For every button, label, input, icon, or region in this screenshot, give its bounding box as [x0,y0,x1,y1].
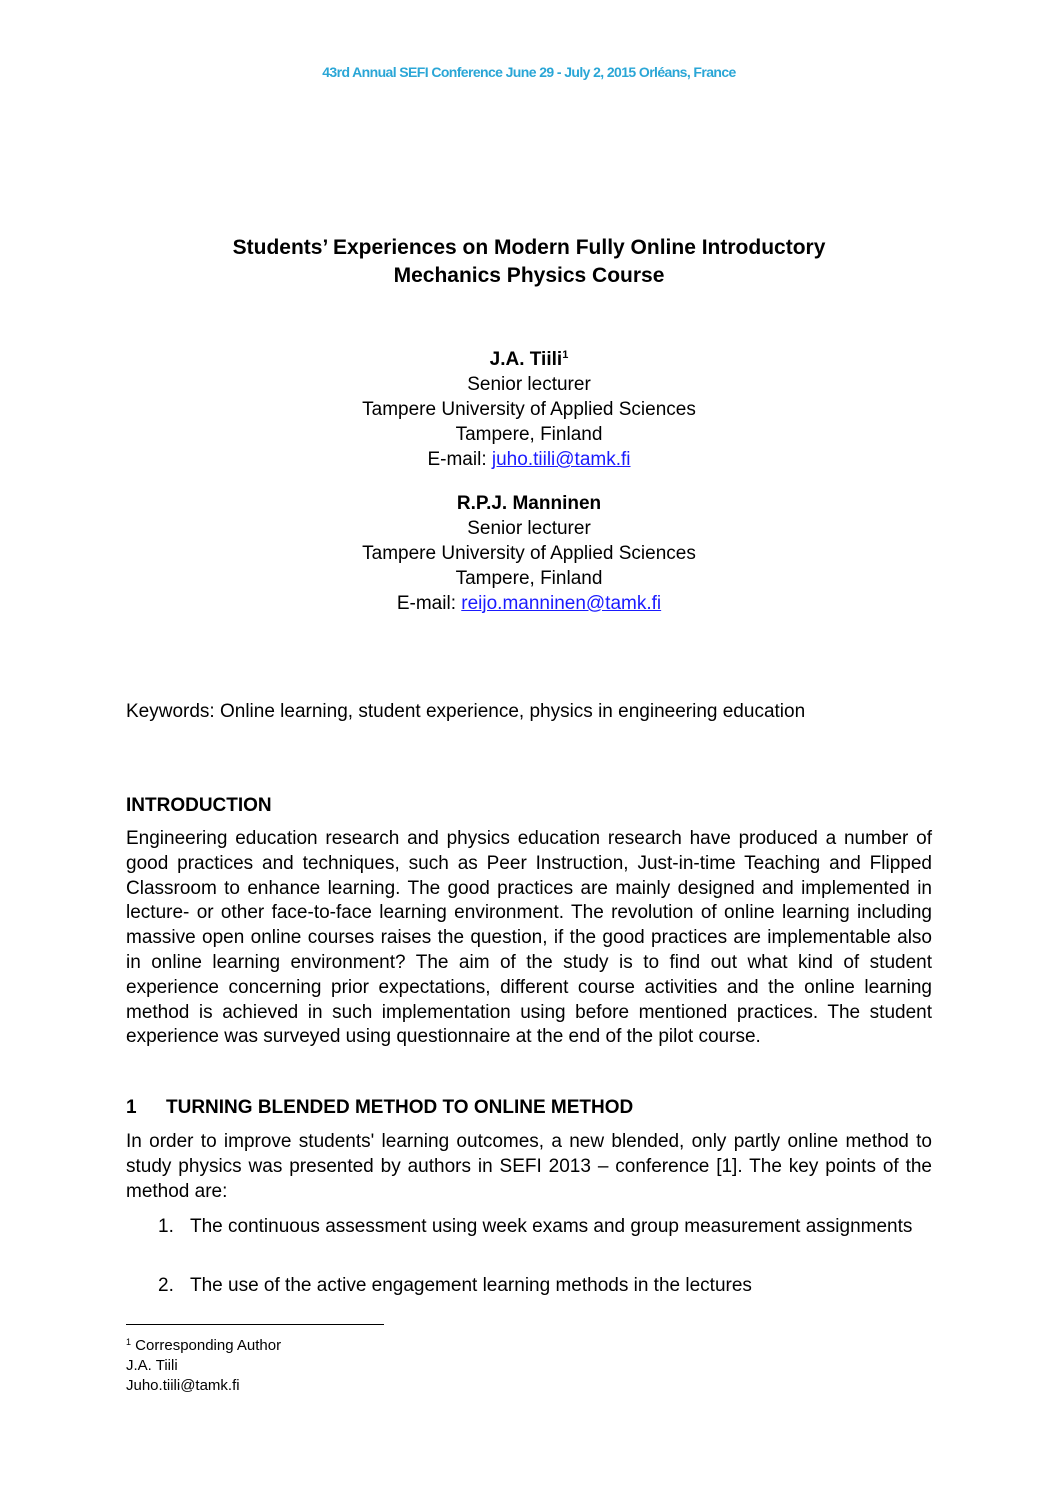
title-line-2: Mechanics Physics Course [393,264,665,287]
footnote-name: J.A. Tiili [126,1357,178,1374]
section-number: 1 [126,1097,137,1118]
list-item [158,1215,932,1240]
list-text: The use of the active engagement learning methods in the lectures [190,1275,752,1296]
introduction-heading: INTRODUCTION [126,795,272,816]
section-title: TURNING BLENDED METHOD TO ONLINE METHOD [166,1097,634,1118]
paper-title [0,234,1058,290]
section-1-paragraph: In order to improve students' learning outcomes, a new blended, only partly online method to study physics was presented by authors in SEFI 2013 – conference [1]. The key points of the method are: [126,1131,932,1202]
list-item [158,1274,932,1299]
author-location: Tampere, Finland [455,424,603,445]
conference-header: 43rd Annual SEFI Conference June 29 - July 2, 2015 Orléans, France [322,64,736,80]
author-institution: Tampere University of Applied Sciences [362,543,696,564]
author-name: R.P.J. Manninen [456,493,602,514]
author-block-1 [0,343,1058,472]
author-institution: Tampere University of Applied Sciences [362,399,696,420]
list-text: The continuous assessment using week exams and group measurement assignments [190,1216,913,1237]
list-number: 2. [158,1275,174,1296]
footnote-divider [126,1324,384,1325]
footnote-mark: 1 [562,349,569,361]
introduction-paragraph: Engineering education research and physics education research have produced a number of good practices and techniques, such as Peer Instruction, Just-in-time Teaching and Flipped Classroom to enhance learning. The good practices are mainly designed and implemented in lecture- or other face-to-face learning environment. The revolution of online learning including massive open online courses raises the question, if the good practices are implementable also in online learning environment? The aim of the study is to find out what kind of student experience concerning prior expectations, different course activities and the online learning method is achieved in such implementation using before mentioned practices. The student experience was surveyed using questionnaire at the end of the pilot course. [126,828,932,1048]
email-link[interactable]: juho.tiili@tamk.fi [491,449,631,470]
author-position: Senior lecturer [467,374,591,395]
author-location: Tampere, Finland [455,568,603,589]
keywords: Keywords: Online learning, student experience, physics in engineering education [126,701,806,722]
title-line-1: Students’ Experiences on Modern Fully Online Introductory [232,236,826,259]
footnote [126,1332,281,1396]
author-email: E-mail: reijo.manninen@tamk.fi [396,593,662,614]
author-position: Senior lecturer [467,518,591,539]
email-link[interactable]: reijo.manninen@tamk.fi [461,593,662,614]
author-email: E-mail: juho.tiili@tamk.fi [427,449,631,470]
author-block-2 [0,491,1058,616]
footnote-label: $^1$ Corresponding Author [126,1337,282,1354]
author-name: J.A. Tiili$^1$ [489,349,569,370]
list-number: 1. [158,1216,174,1237]
section-1-heading [126,1095,633,1120]
footnote-email: Juho.tiili@tamk.fi [126,1377,240,1394]
